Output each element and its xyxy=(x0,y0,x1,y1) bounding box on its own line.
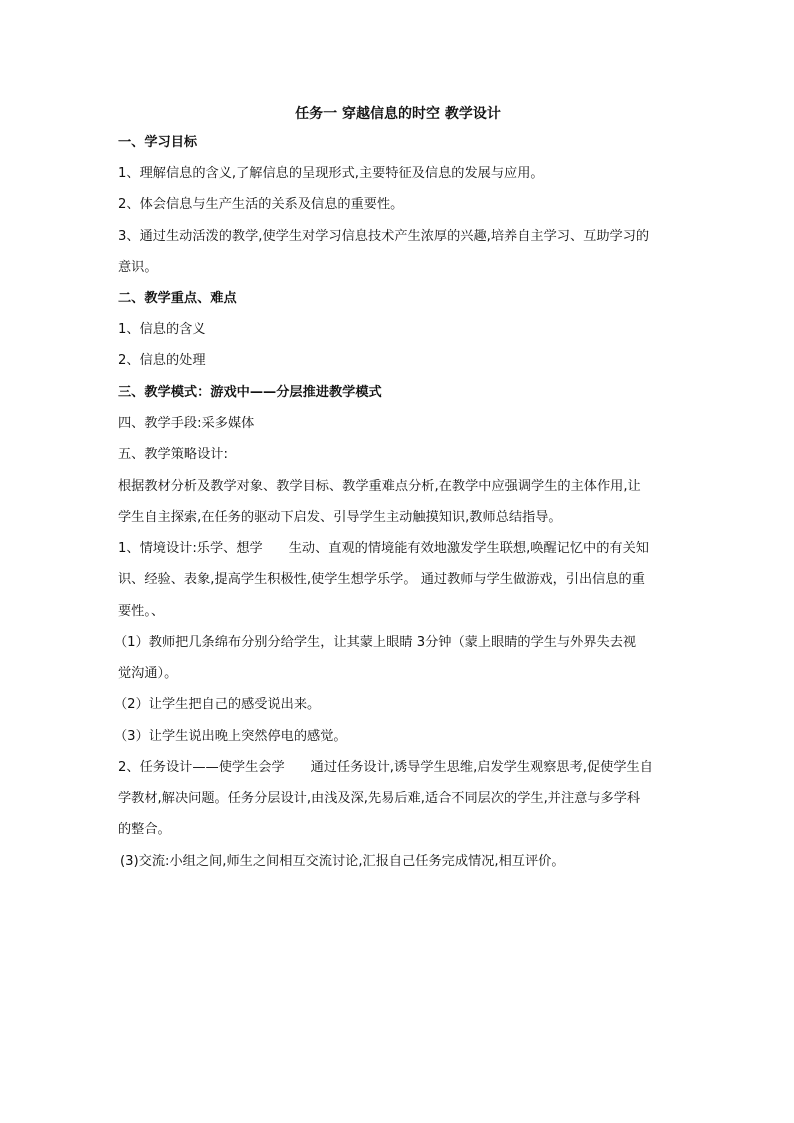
situation-design-text: 生动、直观的情境能有效地激发学生联想,唤醒记忆中的有关知 xyxy=(288,541,649,556)
task-design-line-2: 学教材,解决问题。任务分层设计,由浅及深,先易后难,适合不同层次的学生,并注意与多学科 xyxy=(118,791,641,806)
section-heading-goals: 一、学习目标 xyxy=(118,135,198,150)
step-1-line-2: 觉沟通）。 xyxy=(118,666,178,681)
section-heading-mode: 三、教学模式：游戏中——分层推进教学模式 xyxy=(118,385,382,400)
key-point-2: 2、信息的处理 xyxy=(118,353,206,368)
exchange-line: (3)交流:小组之间,师生之间相互交流讨论,汇报自己任务完成情况,相互评价。 xyxy=(120,854,565,869)
goal-item-1: 1、理解信息的含义,了解信息的呈现形式,主要特征及信息的发展与应用。 xyxy=(118,166,544,181)
teaching-means: 四、教学手段:采多媒体 xyxy=(118,416,255,431)
situation-design-line-2: 识、经验、表象,提高学生积极性,使学生想学乐学。 通过教师与学生做游戏，引出信息的重 xyxy=(118,572,645,587)
task-design-line-3: 的整合。 xyxy=(118,822,171,837)
section-heading-key-points: 二、教学重点、难点 xyxy=(118,291,237,306)
goal-item-3-cont: 意识。 xyxy=(118,260,158,275)
step-3: （3）让学生说出晚上突然停电的感觉。 xyxy=(114,729,347,744)
page-title: 任务一 穿越信息的时空 教学设计 xyxy=(295,106,501,122)
goal-item-3: 3、通过生动活泼的教学,使学生对学习信息技术产生浓厚的兴趣,培养自主学习、互助学习的 xyxy=(118,229,650,244)
step-1-line-1: （1）教师把几条绵布分别分给学生，让其蒙上眼睛 3分钟（蒙上眼睛的学生与外界失去视 xyxy=(114,635,637,650)
situation-design-line-1 xyxy=(118,539,678,559)
situation-design-line-3: 要性。、 xyxy=(118,604,165,619)
task-design-text: 通过任务设计,诱导学生思维,启发学生观察思考,促使学生自 xyxy=(310,760,653,775)
key-point-1: 1、信息的含义 xyxy=(118,322,206,337)
task-design-line-1 xyxy=(118,758,678,778)
situation-design-label: 1、情境设计:乐学、想学 xyxy=(118,541,263,556)
strategy-para-line-2: 学生自主探索,在任务的驱动下启发、引导学生主动触摸知识,教师总结指导。 xyxy=(118,510,562,525)
strategy-heading: 五、教学策略设计: xyxy=(118,447,228,462)
step-2: （2）让学生把自己的感受说出来。 xyxy=(114,697,321,712)
task-design-label: 2、任务设计——使学生会学 xyxy=(118,760,285,775)
strategy-para-line-1: 根据教材分析及教学对象、教学目标、教学重难点分析,在教学中应强调学生的主体作用,让 xyxy=(118,479,641,494)
goal-item-2: 2、体会信息与生产生活的关系及信息的重要性。 xyxy=(118,197,404,212)
